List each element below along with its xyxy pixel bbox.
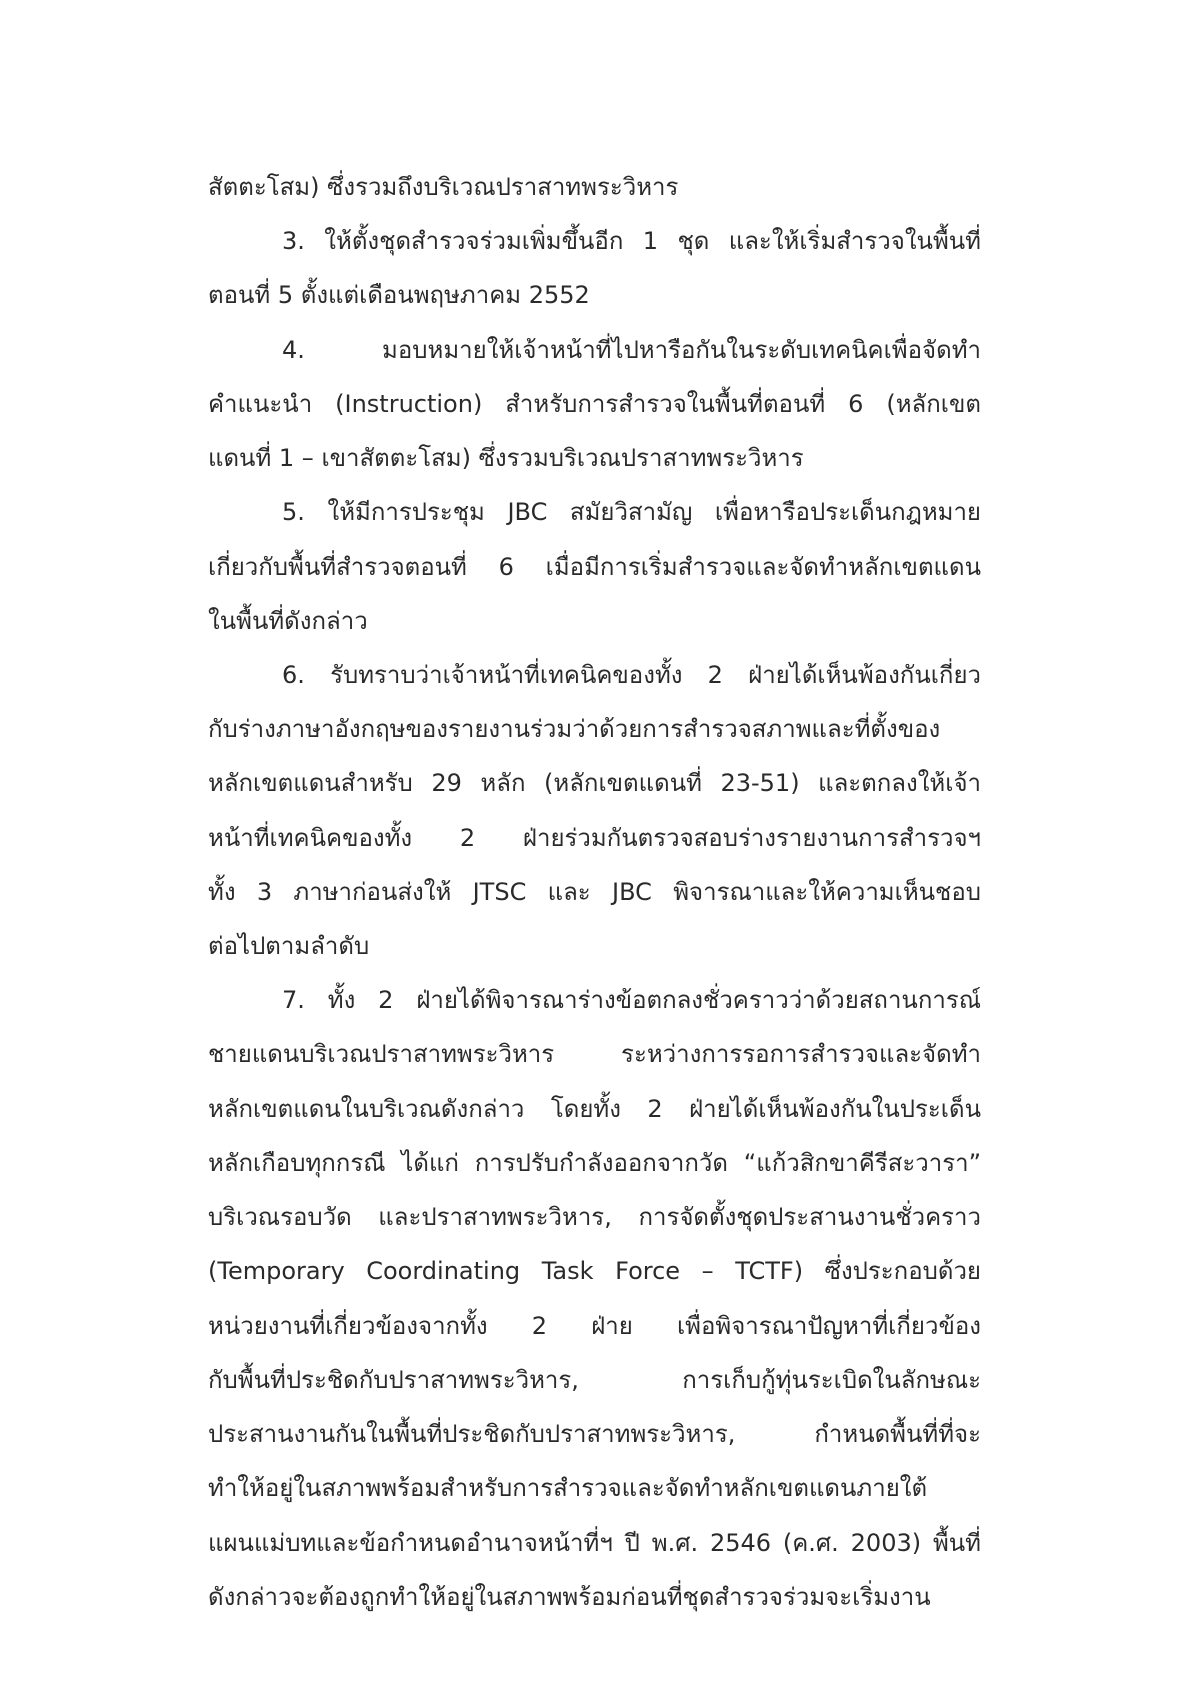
body-line: บริเวณรอบวัด และปราสาทพระวิหาร, การจัดตั้งชุดประสานงานชั่วคราว — [208, 1203, 981, 1231]
body-line: หลักเขตแดนในบริเวณดังกล่าว โดยทั้ง 2 ฝ่ายได้เห็นพ้องกันในประเด็น — [208, 1095, 981, 1123]
body-line: (Temporary Coordinating Task Force – TCTF) ซึ่งประกอบด้วย — [208, 1257, 981, 1285]
body-line: หน่วยงานที่เกี่ยวข้องจากทั้ง 2 ฝ่าย เพื่อพิจารณาปัญหาที่เกี่ยวข้อง — [208, 1312, 981, 1340]
body-line: หน้าที่เทคนิคของทั้ง 2 ฝ่ายร่วมกันตรวจสอบร่างรายงานการสำรวจฯ — [208, 824, 981, 852]
body-line: 6. รับทราบว่าเจ้าหน้าที่เทคนิคของทั้ง 2 ฝ่ายได้เห็นพ้องกันเกี่ยว — [282, 661, 981, 689]
body-line: สัตตะโสม) ซึ่งรวมถึงบริเวณปราสาทพระวิหาร — [208, 173, 679, 201]
body-line: ต่อไปตามลำดับ — [208, 932, 370, 960]
body-line: ดังกล่าวจะต้องถูกทำให้อยู่ในสภาพพร้อมก่อนที่ชุดสำรวจร่วมจะเริ่มงาน — [208, 1583, 931, 1611]
body-line: 4. มอบหมายให้เจ้าหน้าที่ไปหารือกันในระดับเทคนิคเพื่อจัดทำ — [282, 336, 981, 364]
body-line: ในพื้นที่ดังกล่าว — [208, 607, 368, 635]
body-line: เกี่ยวกับพื้นที่สำรวจตอนที่ 6 เมื่อมีการเริ่มสำรวจและจัดทำหลักเขตแดน — [208, 553, 981, 581]
body-line: ตอนที่ 5 ตั้งแต่เดือนพฤษภาคม 2552 — [208, 281, 590, 309]
body-line: 5. ให้มีการประชุม JBC สมัยวิสามัญ เพื่อหารือประเด็นกฎหมาย — [282, 498, 981, 526]
body-line: หลักเกือบทุกกรณี ได้แก่ การปรับกำลังออกจากวัด “แก้วสิกขาคีรีสะวารา” — [208, 1149, 981, 1177]
body-line: 3. ให้ตั้งชุดสำรวจร่วมเพิ่มขึ้นอีก 1 ชุด และให้เริ่มสำรวจในพื้นที่ — [282, 227, 981, 255]
body-line: ทำให้อยู่ในสภาพพร้อมสำหรับการสำรวจและจัดทำหลักเขตแดนภายใต้ — [208, 1474, 928, 1502]
body-line: 7. ทั้ง 2 ฝ่ายได้พิจารณาร่างข้อตกลงชั่วคราวว่าด้วยสถานการณ์ — [282, 986, 981, 1014]
body-line: กับร่างภาษาอังกฤษของรายงานร่วมว่าด้วยการสำรวจสภาพและที่ตั้งของ — [208, 715, 941, 743]
body-line: ทั้ง 3 ภาษาก่อนส่งให้ JTSC และ JBC พิจารณาและให้ความเห็นชอบ — [208, 878, 981, 906]
body-line: หลักเขตแดนสำหรับ 29 หลัก (หลักเขตแดนที่ 23-51) และตกลงให้เจ้า — [208, 769, 981, 797]
body-line: คำแนะนำ (Instruction) สำหรับการสำรวจในพื้นที่ตอนที่ 6 (หลักเขต — [208, 390, 981, 418]
body-line: ประสานงานกันในพื้นที่ประชิดกับปราสาทพระวิหาร, กำหนดพื้นที่ที่จะ — [208, 1420, 981, 1448]
body-line: แผนแม่บทและข้อกำหนดอำนาจหน้าที่ฯ ปี พ.ศ. 2546 (ค.ศ. 2003) พื้นที่ — [208, 1529, 981, 1557]
body-line: กับพื้นที่ประชิดกับปราสาทพระวิหาร, การเก็บกู้ทุ่นระเบิดในลักษณะ — [208, 1366, 981, 1394]
body-line: ชายแดนบริเวณปราสาทพระวิหาร ระหว่างการรอการสำรวจและจัดทำ — [208, 1040, 981, 1068]
body-line: แดนที่ 1 – เขาสัตตะโสม) ซึ่งรวมบริเวณปราสาทพระวิหาร — [208, 444, 804, 472]
